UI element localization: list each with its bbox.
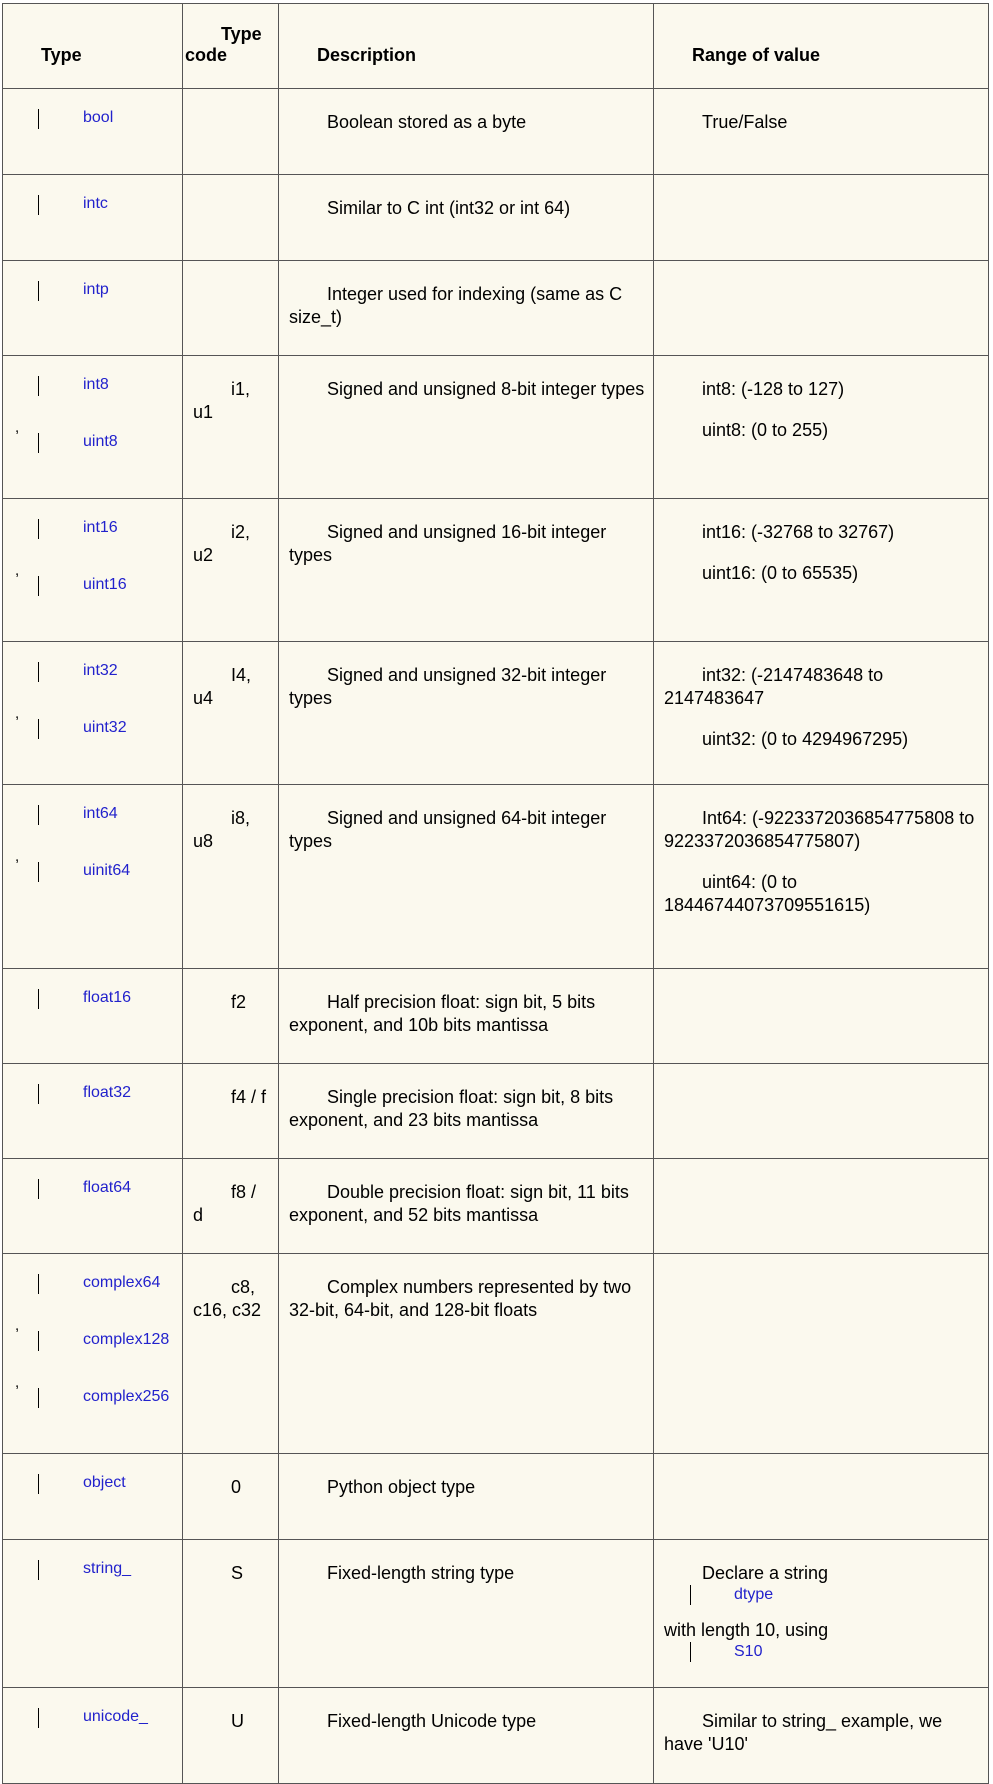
range-text: with length 10, using (664, 1620, 829, 1640)
description-text: Signed and unsigned 32-bit integer types (289, 665, 607, 708)
range-text: int8: (-128 to 127) (702, 379, 845, 399)
table-row (3, 499, 989, 642)
typecode-cell (183, 1688, 279, 1784)
description-text: Complex numbers represented by two 32-bit, 64-bit, and 128-bit floats (289, 1277, 632, 1320)
dtype-link[interactable]: complex64 (83, 1274, 161, 1291)
typecode-cell (183, 785, 279, 969)
header-typecode-line2: code (185, 45, 228, 65)
description-cell (279, 1159, 654, 1254)
dtype-link[interactable]: unicode_ (83, 1708, 148, 1725)
range-cell (654, 1159, 989, 1254)
description-cell (279, 175, 654, 261)
type-cell (3, 356, 183, 499)
description-cell (279, 1454, 654, 1540)
code-marker-bar (38, 862, 39, 882)
range-cell (654, 1254, 989, 1454)
typecode-text: 0 (231, 1477, 242, 1497)
range-text: uint64: (0 to 18446744073709551615) (664, 872, 871, 915)
typecode-text: I4, u4 (193, 665, 252, 708)
typecode-text: i1, u1 (193, 379, 251, 422)
dtype-link[interactable]: int16 (83, 519, 118, 536)
dtype-link[interactable]: uint8 (83, 433, 118, 450)
code-marker-bar (38, 1331, 39, 1351)
range-cell (654, 969, 989, 1064)
code-marker-bar (38, 1388, 39, 1408)
range-cell (654, 1540, 989, 1688)
comma-separator: , (15, 562, 20, 579)
range-text: uint32: (0 to 4294967295) (702, 729, 909, 749)
numpy-dtype-table (2, 3, 989, 1784)
typecode-cell (183, 499, 279, 642)
range-cell (654, 89, 989, 175)
typecode-cell (183, 1159, 279, 1254)
description-text: Fixed-length string type (327, 1563, 515, 1583)
description-cell (279, 1688, 654, 1784)
typecode-cell (183, 89, 279, 175)
typecode-text: S (231, 1563, 244, 1583)
typecode-text: c8, c16, c32 (193, 1277, 262, 1320)
code-marker-bar (38, 1274, 39, 1294)
header-description: Description (279, 4, 654, 89)
code-marker-bar (38, 1560, 39, 1580)
dtype-link[interactable]: complex128 (83, 1331, 170, 1348)
dtype-link[interactable]: int32 (83, 662, 118, 679)
header-range: Range of value (654, 4, 989, 89)
range-cell (654, 356, 989, 499)
table-row (3, 785, 989, 969)
type-cell (3, 499, 183, 642)
type-cell (3, 1159, 183, 1254)
description-cell (279, 785, 654, 969)
type-cell (3, 1064, 183, 1159)
range-text: uint16: (0 to 65535) (702, 563, 859, 583)
table-row (3, 969, 989, 1064)
code-marker-bar (38, 805, 39, 825)
dtype-link[interactable]: uint16 (83, 576, 127, 593)
type-cell (3, 175, 183, 261)
code-marker-bar (38, 433, 39, 453)
table-row (3, 1159, 989, 1254)
dtype-link[interactable]: complex256 (83, 1388, 170, 1405)
table-row (3, 1454, 989, 1540)
typecode-cell (183, 1254, 279, 1454)
type-cell (3, 642, 183, 785)
table-row (3, 1254, 989, 1454)
inline-code-link[interactable]: S10 (734, 1643, 763, 1660)
code-marker-bar (38, 1708, 39, 1728)
typecode-cell (183, 175, 279, 261)
typecode-cell (183, 261, 279, 356)
table-row (3, 89, 989, 175)
comma-separator: , (15, 1317, 20, 1334)
type-cell (3, 261, 183, 356)
typecode-cell (183, 1454, 279, 1540)
code-marker-bar (38, 989, 39, 1009)
typecode-cell (183, 356, 279, 499)
table-row (3, 261, 989, 356)
description-text: Fixed-length Unicode type (327, 1711, 537, 1731)
table-row (3, 642, 989, 785)
type-cell (3, 1254, 183, 1454)
table-row (3, 1688, 989, 1784)
range-cell (654, 1688, 989, 1784)
table-row (3, 356, 989, 499)
description-cell (279, 1540, 654, 1688)
dtype-link[interactable]: object (83, 1474, 126, 1491)
table-row (3, 1540, 989, 1688)
range-cell (654, 1454, 989, 1540)
description-text: Python object type (327, 1477, 476, 1497)
dtype-link[interactable]: float16 (83, 989, 132, 1006)
dtype-link[interactable]: float32 (83, 1084, 132, 1101)
typecode-cell (183, 969, 279, 1064)
type-cell (3, 89, 183, 175)
type-cell (3, 969, 183, 1064)
code-marker-bar (38, 376, 39, 396)
typecode-text: f8 / d (193, 1182, 257, 1225)
table-row (3, 175, 989, 261)
type-cell (3, 785, 183, 969)
comma-separator: , (15, 419, 20, 436)
dtype-link[interactable]: int8 (83, 376, 109, 393)
description-cell (279, 261, 654, 356)
description-cell (279, 356, 654, 499)
typecode-cell (183, 1540, 279, 1688)
code-marker-bar (38, 281, 39, 301)
range-text: int32: (-2147483648 to 2147483647 (664, 665, 884, 708)
typecode-cell (183, 642, 279, 785)
code-marker-bar (38, 1474, 39, 1494)
dtype-link[interactable]: int64 (83, 805, 118, 822)
comma-separator: , (15, 705, 20, 722)
range-text: int16: (-32768 to 32767) (702, 522, 895, 542)
description-text: Half precision float: sign bit, 5 bits exponent, and 10b bits mantissa (289, 992, 596, 1035)
header-row (3, 4, 989, 89)
dtype-link[interactable]: uinit64 (83, 862, 131, 879)
inline-code-link[interactable]: dtype (734, 1586, 774, 1603)
comma-separator: , (15, 848, 20, 865)
header-typecode (183, 4, 279, 89)
range-cell (654, 785, 989, 969)
description-cell (279, 1254, 654, 1454)
typecode-text: i2, u2 (193, 522, 251, 565)
description-cell (279, 969, 654, 1064)
comma-separator: , (15, 1374, 20, 1391)
dtype-link[interactable]: intp (83, 281, 109, 298)
description-cell (279, 1064, 654, 1159)
code-marker-bar (38, 662, 39, 682)
code-marker-bar (38, 109, 39, 129)
range-cell (654, 499, 989, 642)
code-marker-bar (38, 576, 39, 596)
description-text: Boolean stored as a byte (327, 112, 527, 132)
dtype-link[interactable]: float64 (83, 1179, 132, 1196)
code-marker-bar (690, 1642, 691, 1662)
typecode-text: i8, u8 (193, 808, 251, 851)
typecode-text: f2 (231, 992, 247, 1012)
code-marker-bar (38, 195, 39, 215)
range-cell (654, 261, 989, 356)
typecode-cell (183, 1064, 279, 1159)
description-text: Signed and unsigned 16-bit integer types (289, 522, 607, 565)
type-cell (3, 1454, 183, 1540)
header-typecode-line1: Type (221, 24, 262, 44)
type-cell (3, 1688, 183, 1784)
range-text: uint8: (0 to 255) (702, 420, 829, 440)
description-text: Double precision float: sign bit, 11 bits exponent, and 52 bits mantissa (289, 1182, 629, 1225)
description-text: Similar to C int (int32 or int 64) (327, 198, 571, 218)
header-type: Type (3, 4, 183, 89)
range-cell (654, 175, 989, 261)
description-text: Signed and unsigned 64-bit integer types (289, 808, 607, 851)
range-text: Similar to string_ example, we have 'U10' (664, 1711, 943, 1754)
dtype-link[interactable]: intc (83, 195, 108, 212)
description-cell (279, 89, 654, 175)
description-text: Integer used for indexing (same as C size_t) (289, 284, 623, 327)
dtype-link[interactable]: uint32 (83, 719, 127, 736)
range-text: True/False (702, 112, 788, 132)
code-marker-bar (38, 1084, 39, 1104)
dtype-link[interactable]: bool (83, 109, 114, 126)
range-text: Int64: (-9223372036854775808 to 9223372036854775807) (664, 808, 975, 851)
code-marker-bar (38, 1179, 39, 1199)
range-cell (654, 642, 989, 785)
type-cell (3, 1540, 183, 1688)
description-cell (279, 499, 654, 642)
typecode-text: U (231, 1711, 244, 1731)
code-marker-bar (690, 1585, 691, 1605)
description-text: Single precision float: sign bit, 8 bits exponent, and 23 bits mantissa (289, 1087, 614, 1130)
table-row (3, 1064, 989, 1159)
code-marker-bar (38, 519, 39, 539)
description-cell (279, 642, 654, 785)
dtype-link[interactable]: string_ (83, 1560, 132, 1577)
description-text: Signed and unsigned 8-bit integer types (327, 379, 645, 399)
code-marker-bar (38, 719, 39, 739)
range-text: Declare a string (702, 1563, 829, 1583)
range-cell (654, 1064, 989, 1159)
typecode-text: f4 / f (231, 1087, 267, 1107)
